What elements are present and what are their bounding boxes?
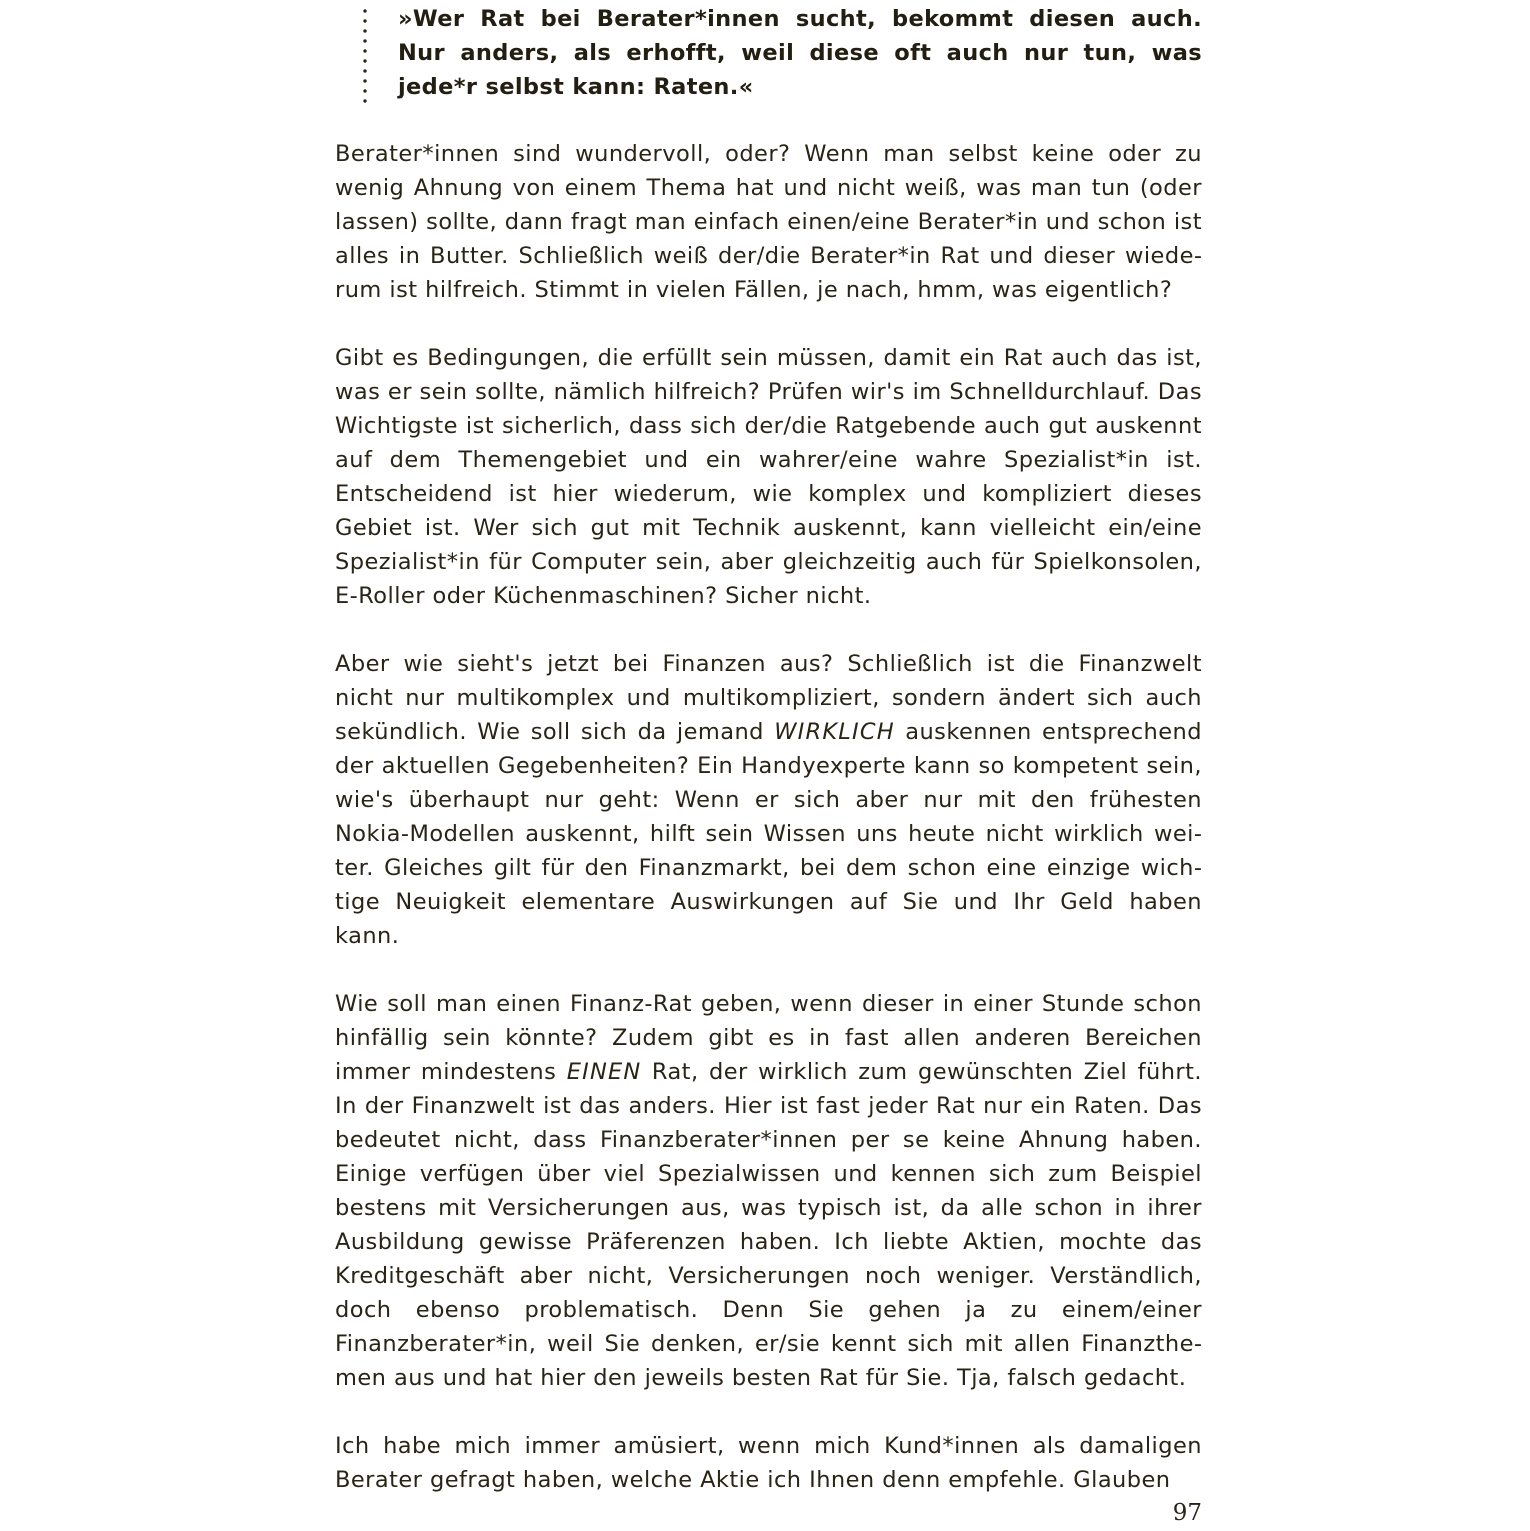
pull-quote-text: »Wer Rat bei Berater*innen sucht, bekommt diesen auch. Nur anders, als erhofft, weil diese oft auch nur tun, was jede*r selbst kann: Raten.« [398,6,1202,100]
paragraph-4-text-before: Wie soll man einen Finanz-Rat geben, wenn dieser in einer Stunde schon hinfällig sein könnte? Zudem gibt es in fast allen anderen Bereichen immer mindestens [335,991,1202,1085]
page-number: 97 [1172,1500,1202,1526]
paragraph-4-text-after: Rat, der wirklich zum gewünschten Ziel führt. In der Finanzwelt ist das anders. Hier ist fast jeder Rat nur ein Raten. Das bedeutet nicht, dass Finanzberater*innen per se keine Ahnung haben. Einige verfügen über viel Spezialwissen und kennen sich zum Beispiel bestens mit Versicherungen aus, was typisch ist, da alle schon in ihrer Ausbildung gewisse Präferenzen haben. Ich liebte Aktien, mochte das Kreditgeschäft aber nicht, Versicherungen noch weniger. Verständlich, doch ebenso problematisch. Denn Sie gehen ja zu einem/einer Finanzberater*in, weil Sie denken, er/sie kennt sich mit allen Finanzthemen aus und hat hier den jeweils besten Rat für Sie. Tja, falsch gedacht. [335,1059,1202,1391]
body-text [335,137,1202,1531]
paragraph-2: Gibt es Bedingungen, die erfüllt sein müssen, damit ein Rat auch das ist, was er sein sollte, nämlich hilfreich? Prüfen wir's im Schnelldurchlauf. Das Wichtigste ist sicherlich, dass sich der/die Ratgebende auch gut auskennt auf dem Themengebiet und ein wahrer/eine wahre Spezialist*in ist. Entscheidend ist hier wiederum, wie komplex und kompliziert dieses Gebiet ist. Wer sich gut mit Technik auskennt, kann vielleicht ein/eine Spezialist*in für Computer sein, aber gleichzeitig auch für Spielkonsolen, E-Roller oder Küchenmaschinen? Sicher nicht. [335,345,1202,609]
paragraph-4 [335,987,1202,1395]
paragraph-3 [335,647,1202,953]
paragraph-3-text-before: Aber wie sieht's jetzt bei Finanzen aus? Schließlich ist die Finanzwelt nicht nur multikomplex und multikompliziert, sondern ändert sich auch sekündlich. Wie soll sich da jemand [335,651,1202,745]
emphasis-einen: EINEN [566,1059,642,1085]
paragraph-5: Ich habe mich immer amüsiert, wenn mich Kund*innen als damaligen Berater gefragt haben, welche Aktie ich Ihnen denn empfehle. Glauben [335,1433,1202,1493]
paragraph-1: Berater*innen sind wundervoll, oder? Wenn man selbst keine oder zu wenig Ahnung von einem Thema hat und nicht weiß, was man tun (oder lassen) sollte, dann fragt man einfach einen/eine Berater*in und schon ist alles in Butter. Schließlich weiß der/die Berater*in Rat und dieser wiederum ist hilfreich. Stimmt in vielen Fällen, je nach, hmm, was eigentlich? [335,141,1202,303]
paragraph-3-text-after: auskennen entsprechend der aktuellen Gegebenheiten? Ein Handyexperte kann so kompetent sein, wie's überhaupt nur geht: Wenn er sich aber nur mit den frühesten Nokia-Modellen auskennt, hilft sein Wissen uns heute nicht wirklich weiter. Gleiches gilt für den Finanzmarkt, bei dem schon eine einzige wichtige Neuigkeit elementare Auswirkungen auf Sie und Ihr Geld haben kann. [335,719,1202,949]
pull-quote [362,2,1202,104]
quote-dotted-rule [362,6,368,104]
emphasis-wirklich: WIRKLICH [774,719,895,745]
